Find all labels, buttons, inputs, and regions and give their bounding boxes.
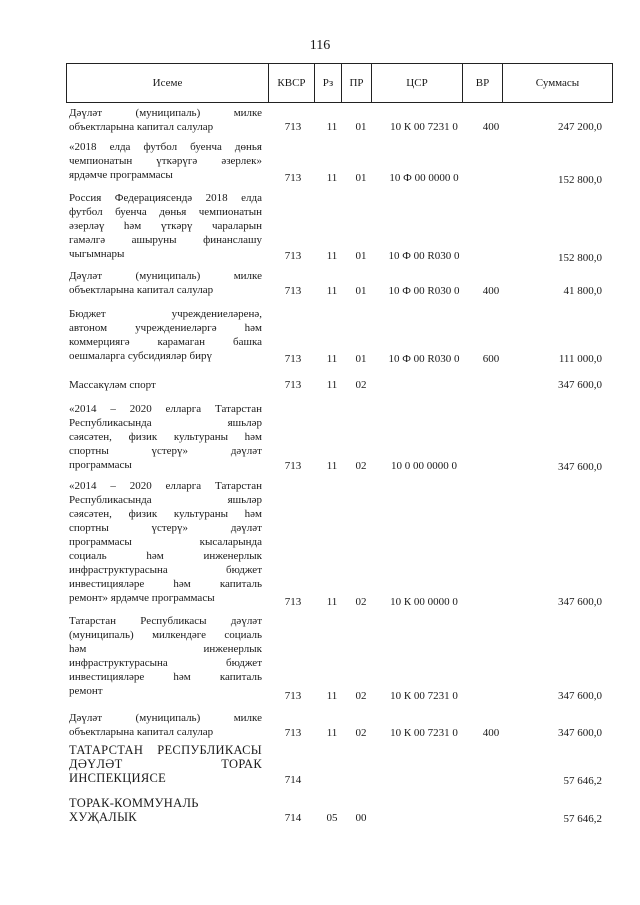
row-name-line: әзерләү һәм үткәрү чараларын <box>69 220 262 232</box>
row-name-line: һәм инженерлык <box>69 643 262 655</box>
row-rz: 11 <box>326 690 338 702</box>
row-name-line: инфраструктурасына бюджет <box>69 657 262 669</box>
row-name-line: Дәүләт (муниципаль) милке <box>69 107 262 119</box>
row-rz: 11 <box>326 250 338 262</box>
row-name-line: сәясәтен, физик культураны һәм <box>69 508 262 520</box>
row-kvsr: 713 <box>284 460 302 472</box>
row-name-line: чыгымнары <box>69 248 125 260</box>
row-name-line: Республикасында яшьләр <box>69 494 262 506</box>
row-kvsr: 713 <box>284 353 302 365</box>
row-vr: 400 <box>482 285 500 297</box>
row-sum: 347 600,0 <box>558 727 602 739</box>
row-name-line: «2014 – 2020 елларга Татарстан <box>69 480 262 492</box>
row-csr: 10 Ф 00 R030 0 <box>388 353 460 365</box>
row-sum: 41 800,0 <box>563 285 602 297</box>
row-name-line: (муниципаль) милкендәге социаль <box>69 629 262 641</box>
column-header-kvsr: КВСР <box>269 64 315 103</box>
column-header-sum: Суммасы <box>503 64 613 103</box>
row-kvsr: 713 <box>284 596 302 608</box>
row-name <box>69 106 262 134</box>
column-header-rz: Рз <box>315 64 342 103</box>
row-name-line: ремонт» ярдәмче программасы <box>69 592 215 604</box>
column-header-csr: ЦСР <box>372 64 463 103</box>
row-name-line: Татарстан Республикасы дәүләт <box>69 615 262 627</box>
row-csr: 10 Ф 00 0000 0 <box>389 172 459 184</box>
column-header-vr: ВР <box>463 64 503 103</box>
row-name-line: ИНСПЕКЦИЯСЕ <box>69 771 167 785</box>
row-name-line: инфраструктурасына бюджет <box>69 564 262 576</box>
row-pr: 02 <box>355 379 367 391</box>
row-name <box>69 796 262 824</box>
row-rz: 05 <box>326 812 338 824</box>
row-name-line: инвестицияләре һәм капиталь <box>69 578 262 590</box>
row-csr: 10 К 00 7231 0 <box>390 690 458 702</box>
row-name <box>69 479 262 605</box>
row-pr: 02 <box>355 596 367 608</box>
row-name <box>69 378 262 392</box>
row-pr: 01 <box>355 285 367 297</box>
page-number: 116 <box>309 38 331 53</box>
row-pr: 02 <box>355 690 367 702</box>
row-pr: 01 <box>355 121 367 133</box>
row-sum: 347 600,0 <box>558 690 602 702</box>
row-name <box>69 269 262 297</box>
row-sum: 152 800,0 <box>558 252 602 264</box>
row-name-line: чемпионатын үткәрүгә әзерлек» <box>69 155 262 167</box>
row-name-line: спортны үстерү» дәүләт <box>69 445 262 457</box>
row-name-line: ярдәмче программасы <box>69 169 173 181</box>
row-pr: 01 <box>355 172 367 184</box>
row-vr: 400 <box>482 121 500 133</box>
row-name-line: программасы <box>69 459 132 471</box>
row-rz: 11 <box>326 285 338 297</box>
row-name <box>69 307 262 363</box>
row-csr: 10 Ф 00 R030 0 <box>388 285 460 297</box>
row-kvsr: 713 <box>284 727 302 739</box>
row-vr: 400 <box>482 727 500 739</box>
row-csr: 10 0 00 0000 0 <box>391 460 457 472</box>
row-sum: 347 600,0 <box>558 461 602 473</box>
row-pr: 02 <box>355 727 367 739</box>
row-rz: 11 <box>326 172 338 184</box>
row-name-line: сәясәтен, физик культураны һәм <box>69 431 262 443</box>
row-kvsr: 713 <box>284 121 302 133</box>
row-pr: 00 <box>355 812 367 824</box>
row-sum: 247 200,0 <box>558 121 602 133</box>
row-kvsr: 713 <box>284 250 302 262</box>
row-sum: 347 600,0 <box>558 596 602 608</box>
row-name <box>69 614 262 698</box>
column-header-name: Исеме <box>67 64 269 103</box>
row-rz: 11 <box>326 596 338 608</box>
row-name <box>69 140 262 182</box>
row-name-line: объектларына капитал салулар <box>69 726 214 738</box>
row-kvsr: 713 <box>284 690 302 702</box>
row-csr: 10 К 00 7231 0 <box>390 121 458 133</box>
row-name-line: программасы кысаларында <box>69 536 262 548</box>
row-name <box>69 402 262 472</box>
row-name <box>69 711 262 739</box>
row-name-line: ДӘҮЛӘТ ТОРАК <box>69 757 262 771</box>
row-name-line: автоном учреждениеләргә һәм <box>69 322 262 334</box>
row-name-line: ремонт <box>69 685 103 697</box>
row-name-line: Россия Федерациясендә 2018 елда <box>69 192 262 204</box>
row-csr: 10 К 00 0000 0 <box>390 596 458 608</box>
row-sum: 152 800,0 <box>558 174 602 186</box>
row-kvsr: 714 <box>284 774 302 786</box>
row-name-line: объектларына капитал салулар <box>69 284 214 296</box>
row-rz: 11 <box>326 379 338 391</box>
row-csr: 10 К 00 7231 0 <box>390 727 458 739</box>
row-name-line: Массакүләм спорт <box>69 379 156 391</box>
row-name-line: Республикасында яшьләр <box>69 417 262 429</box>
row-name-line: Дәүләт (муниципаль) милке <box>69 270 262 282</box>
row-name-line: ТОРАК-КОММУНАЛЬ <box>69 796 199 810</box>
row-name-line: Бюджет учреждениеләренә, <box>69 308 262 320</box>
table-header <box>66 63 613 103</box>
row-sum: 111 000,0 <box>558 353 602 365</box>
row-name <box>69 743 262 785</box>
row-name-line: оешмаларга субсидияләр бирү <box>69 350 212 362</box>
row-name-line: гамәлгә ашыруны финанслашу <box>69 234 262 246</box>
row-rz: 11 <box>326 460 338 472</box>
row-sum: 347 600,0 <box>558 379 602 391</box>
row-name-line: объектларына капитал салулар <box>69 121 214 133</box>
row-pr: 02 <box>355 460 367 472</box>
row-pr: 01 <box>355 353 367 365</box>
row-pr: 01 <box>355 250 367 262</box>
row-name-line: ТАТАРСТАН РЕСПУБЛИКАСЫ <box>69 743 262 757</box>
row-name-line: социаль һәм инженерлык <box>69 550 262 562</box>
row-kvsr: 714 <box>284 812 302 824</box>
row-kvsr: 713 <box>284 285 302 297</box>
row-sum: 57 646,2 <box>563 813 602 825</box>
row-name-line: ХУҖАЛЫК <box>69 810 137 824</box>
row-name-line: инвестицияләре һәм капиталь <box>69 671 262 683</box>
row-name-line: футбол буенча дөнья чемпионатын <box>69 206 262 218</box>
row-rz: 11 <box>326 121 338 133</box>
row-kvsr: 713 <box>284 172 302 184</box>
row-vr: 600 <box>482 353 500 365</box>
row-rz: 11 <box>326 727 338 739</box>
row-name-line: спортны үстерү» дәүләт <box>69 522 262 534</box>
row-sum: 57 646,2 <box>563 775 602 787</box>
row-csr: 10 Ф 00 R030 0 <box>388 250 460 262</box>
row-name-line: Дәүләт (муниципаль) милке <box>69 712 262 724</box>
row-kvsr: 713 <box>284 379 302 391</box>
row-rz: 11 <box>326 353 338 365</box>
row-name <box>69 191 262 261</box>
row-name-line: «2018 елда футбол буенча дөнья <box>69 141 262 153</box>
row-name-line: коммерциягә карамаган башка <box>69 336 262 348</box>
row-name-line: «2014 – 2020 елларга Татарстан <box>69 403 262 415</box>
column-header-pr: ПР <box>342 64 372 103</box>
